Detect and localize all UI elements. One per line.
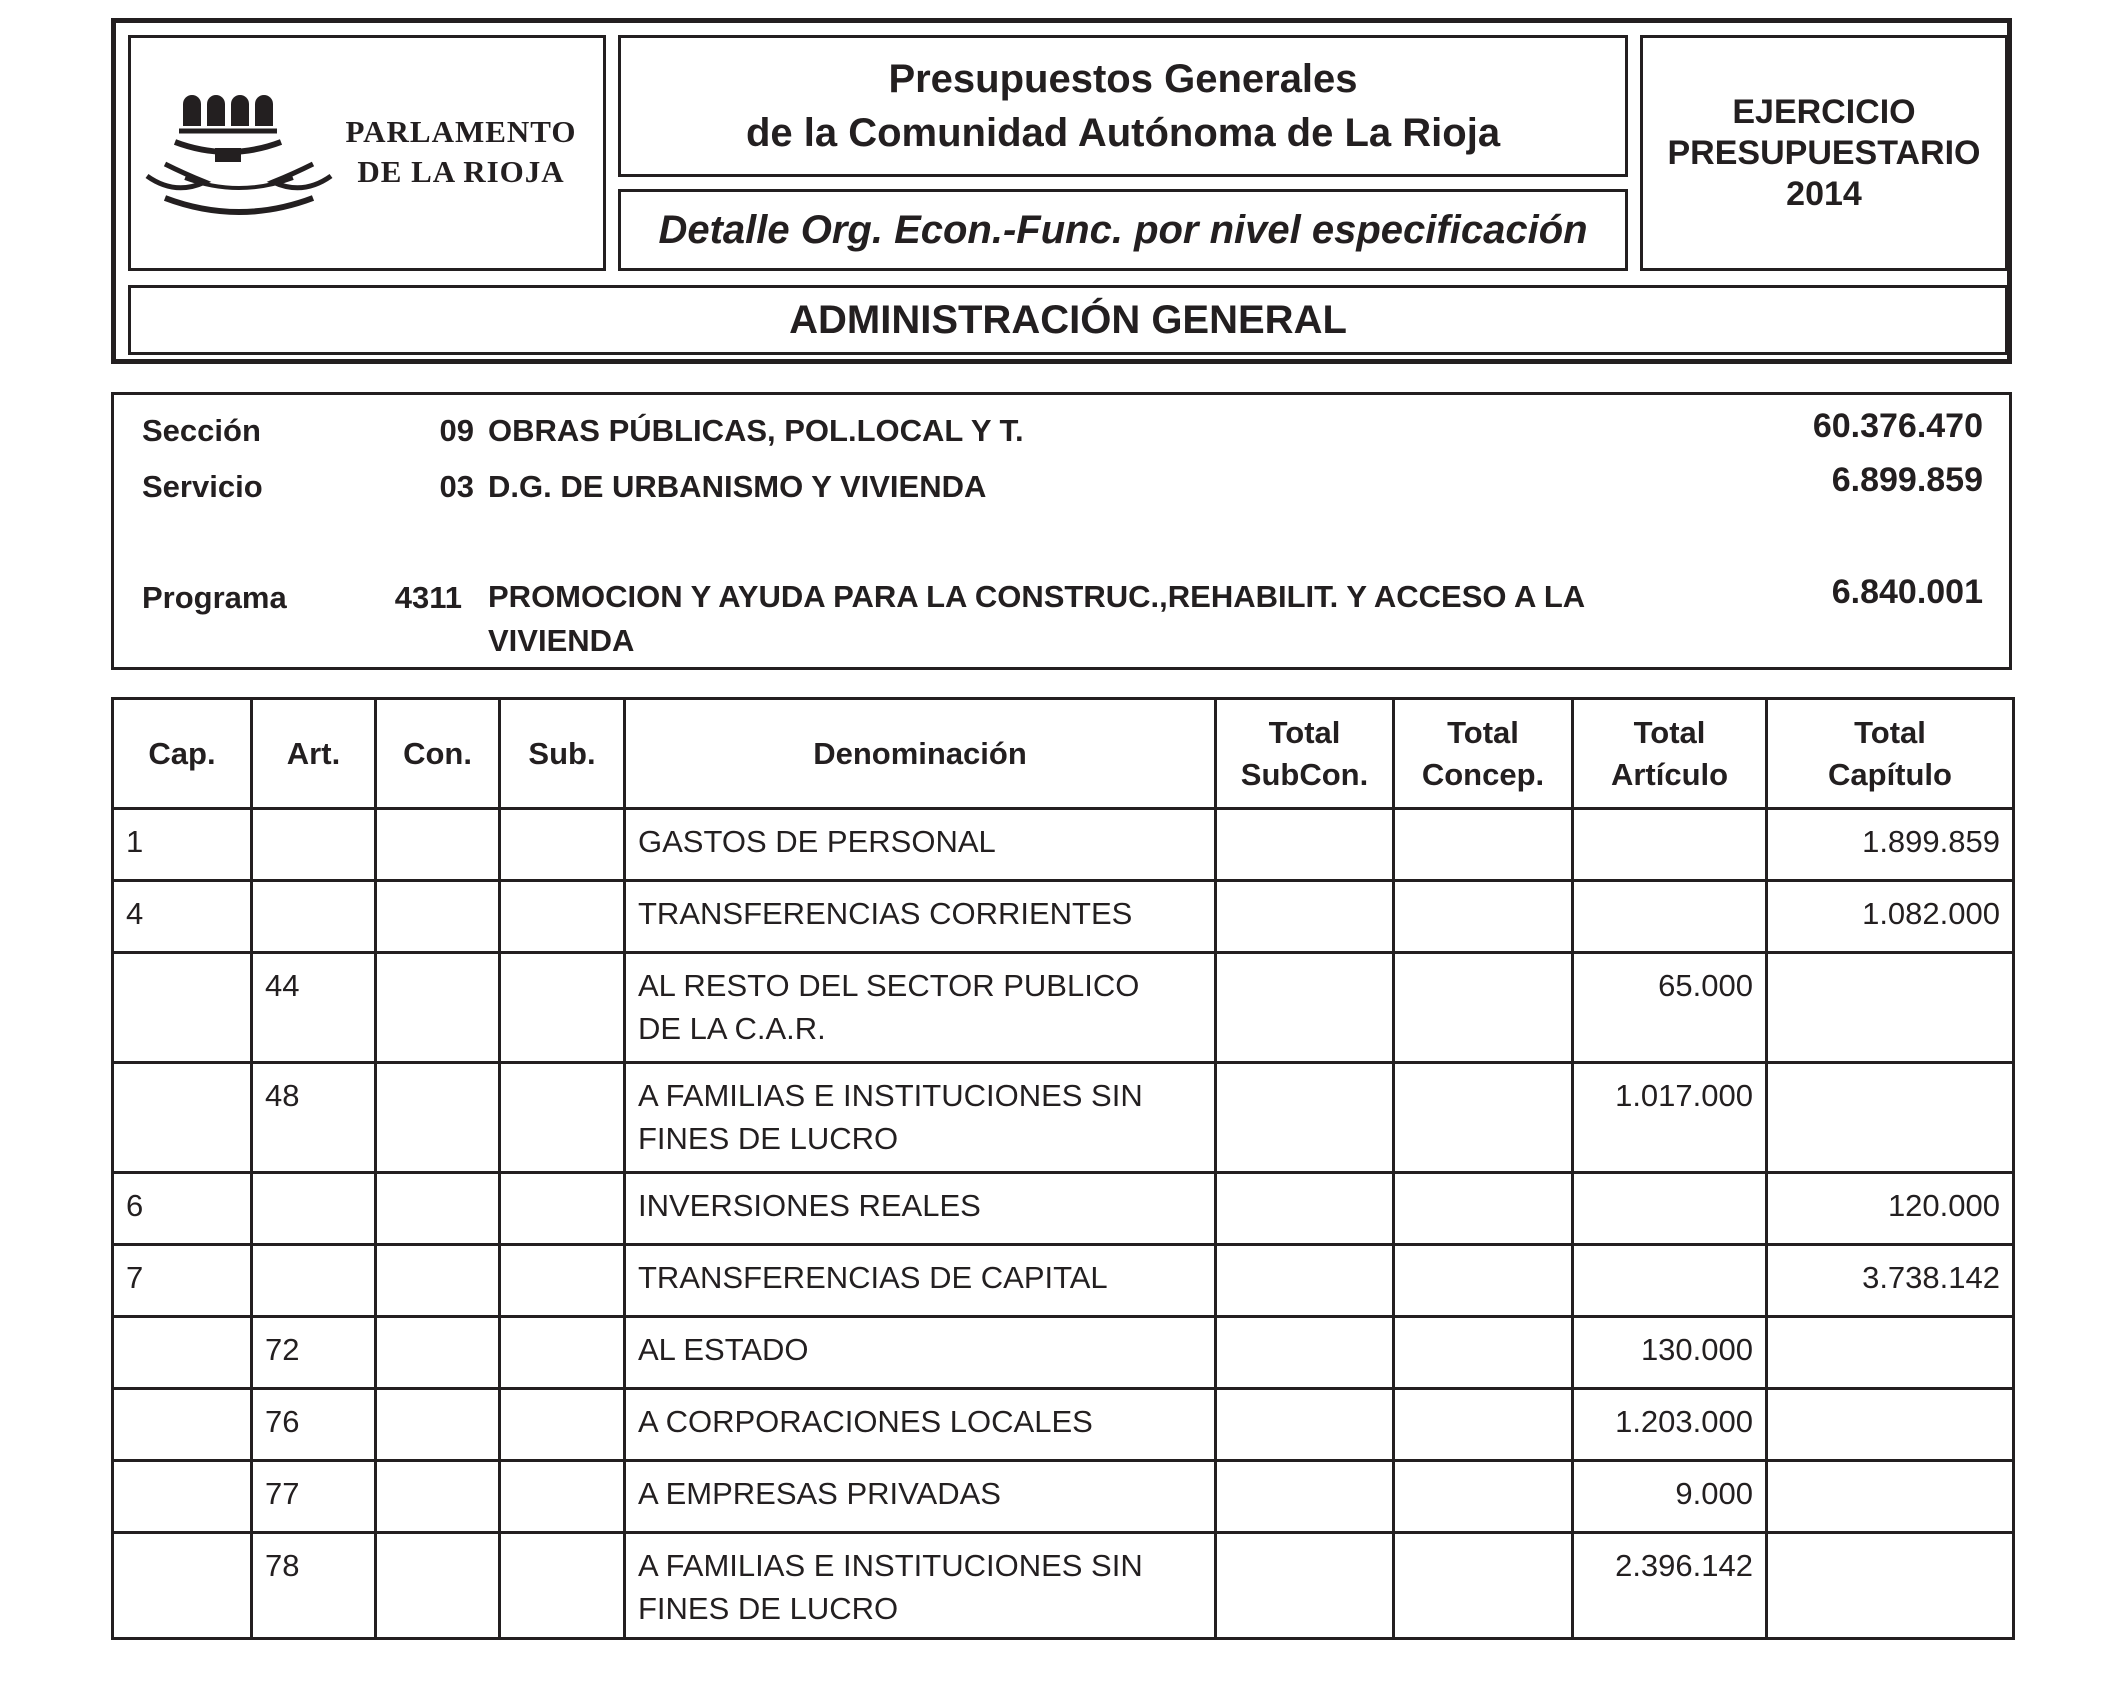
- cell-con: [376, 1461, 500, 1533]
- table-row: [113, 809, 2014, 881]
- admin-box: [128, 285, 2008, 355]
- cell-total-concep: [1394, 1173, 1573, 1245]
- cell-total-subcon: [1216, 809, 1394, 881]
- programa-code: 4311: [394, 580, 462, 615]
- cell-art: [252, 1173, 376, 1245]
- servicio-label: Servicio: [142, 469, 263, 504]
- cell-total-capitulo: 3.738.142: [1767, 1245, 2014, 1317]
- cell-total-capitulo: [1767, 1317, 2014, 1389]
- cell-art: [252, 1245, 376, 1317]
- cell-sub: [500, 953, 625, 1063]
- servicio-amount: 6.899.859: [1831, 461, 1983, 499]
- cell-art: [252, 881, 376, 953]
- table-row: [113, 1389, 2014, 1461]
- cell-total-subcon: [1216, 1461, 1394, 1533]
- seccion-code: 09: [439, 413, 474, 448]
- denominacion-line2: FINES DE LUCRO: [638, 1591, 899, 1626]
- table-row: [113, 1063, 2014, 1173]
- cell-total-capitulo: [1767, 1533, 2014, 1639]
- denominacion-line1: GASTOS DE PERSONAL: [638, 824, 996, 859]
- cell-con: [376, 881, 500, 953]
- cell-sub: [500, 1533, 625, 1639]
- parliament-name-line2: DE LA RIOJA: [357, 154, 565, 189]
- cell-total-capitulo: 120.000: [1767, 1173, 2014, 1245]
- table-header-row: [113, 699, 2014, 809]
- cell-total-subcon: [1216, 1245, 1394, 1317]
- col-header-art: Art.: [252, 699, 376, 809]
- cell-cap: [113, 1317, 252, 1389]
- logo-box: [128, 35, 606, 271]
- denominacion-line1: INVERSIONES REALES: [638, 1188, 981, 1223]
- denominacion-line1: TRANSFERENCIAS DE CAPITAL: [638, 1260, 1108, 1295]
- section-info: [111, 392, 2012, 670]
- cell-total-concep: [1394, 1533, 1573, 1639]
- cell-total-articulo: 1.017.000: [1573, 1063, 1767, 1173]
- col-header-total-concep: [1394, 699, 1573, 809]
- cell-denominacion: [625, 809, 1216, 881]
- cell-sub: [500, 881, 625, 953]
- col-header-total-subcon: [1216, 699, 1394, 809]
- seccion-name: OBRAS PÚBLICAS, POL.LOCAL Y T.: [488, 413, 1024, 448]
- cell-total-concep: [1394, 1317, 1573, 1389]
- cell-sub: [500, 1245, 625, 1317]
- denominacion-line1: TRANSFERENCIAS CORRIENTES: [638, 896, 1133, 931]
- cell-cap: [113, 1389, 252, 1461]
- cell-total-concep: [1394, 1063, 1573, 1173]
- table-row: [113, 1245, 2014, 1317]
- cell-total-capitulo: [1767, 1461, 2014, 1533]
- cell-total-capitulo: [1767, 1389, 2014, 1461]
- col-header-total-articulo-line2: Artículo: [1610, 756, 1729, 792]
- cell-total-concep: [1394, 1245, 1573, 1317]
- cell-cap: 7: [113, 1245, 252, 1317]
- programa-amount: 6.840.001: [1831, 573, 1983, 611]
- table-row: [113, 1461, 2014, 1533]
- cell-art: 77: [252, 1461, 376, 1533]
- fiscal-year-line1: EJERCICIO: [1732, 92, 1916, 131]
- col-header-total-subcon-line1: Total: [1268, 714, 1341, 750]
- cell-denominacion: [625, 1461, 1216, 1533]
- cell-con: [376, 1173, 500, 1245]
- cell-total-articulo: 9.000: [1573, 1461, 1767, 1533]
- seccion-label: Sección: [142, 413, 261, 448]
- document-title-line2: de la Comunidad Autónoma de La Rioja: [745, 111, 1501, 155]
- col-header-total-capitulo-line1: Total: [1854, 714, 1926, 750]
- cell-total-capitulo: 1.899.859: [1767, 809, 2014, 881]
- cell-total-concep: [1394, 881, 1573, 953]
- col-header-sub: Sub.: [500, 699, 625, 809]
- cell-sub: [500, 809, 625, 881]
- cell-total-concep: [1394, 809, 1573, 881]
- cell-con: [376, 1533, 500, 1639]
- administration-title: ADMINISTRACIÓN GENERAL: [789, 297, 1347, 342]
- cell-cap: [113, 1063, 252, 1173]
- cell-denominacion: [625, 1245, 1216, 1317]
- cell-total-capitulo: [1767, 1063, 2014, 1173]
- cell-total-subcon: [1216, 953, 1394, 1063]
- cell-total-capitulo: 1.082.000: [1767, 881, 2014, 953]
- seccion-amount: 60.376.470: [1812, 407, 1983, 445]
- cell-art: [252, 809, 376, 881]
- cell-cap: [113, 1533, 252, 1639]
- fiscal-year-box: [1640, 35, 2008, 271]
- cell-sub: [500, 1389, 625, 1461]
- cell-denominacion: [625, 1389, 1216, 1461]
- col-header-total-subcon-line2: SubCon.: [1240, 756, 1369, 792]
- programa-label: Programa: [142, 580, 287, 615]
- cell-total-articulo: [1573, 809, 1767, 881]
- servicio-name: D.G. DE URBANISMO Y VIVIENDA: [488, 469, 987, 504]
- cell-art: 76: [252, 1389, 376, 1461]
- cell-denominacion: [625, 953, 1216, 1063]
- document-subtitle: Detalle Org. Econ.-Func. por nivel especificación: [658, 207, 1588, 252]
- cell-total-subcon: [1216, 1317, 1394, 1389]
- denominacion-line1: A EMPRESAS PRIVADAS: [638, 1476, 1001, 1511]
- denominacion-line1: A FAMILIAS E INSTITUCIONES SIN: [638, 1078, 1143, 1113]
- cell-total-subcon: [1216, 1173, 1394, 1245]
- denominacion-line2: DE LA C.A.R.: [638, 1011, 826, 1046]
- cell-total-capitulo: [1767, 953, 2014, 1063]
- cell-art: 72: [252, 1317, 376, 1389]
- programa-name-line1: PROMOCION Y AYUDA PARA LA CONSTRUC.,REHABILIT. Y ACCESO A LA: [488, 579, 1586, 614]
- cell-con: [376, 1389, 500, 1461]
- cell-denominacion: [625, 1317, 1216, 1389]
- cell-total-subcon: [1216, 881, 1394, 953]
- cell-total-articulo: 65.000: [1573, 953, 1767, 1063]
- cell-cap: [113, 953, 252, 1063]
- programa-name-line2: VIVIENDA: [488, 623, 635, 658]
- cell-cap: 4: [113, 881, 252, 953]
- cell-total-articulo: 130.000: [1573, 1317, 1767, 1389]
- cell-denominacion: [625, 881, 1216, 953]
- col-header-total-articulo: [1573, 699, 1767, 809]
- cell-sub: [500, 1173, 625, 1245]
- cell-total-concep: [1394, 953, 1573, 1063]
- cell-total-concep: [1394, 1389, 1573, 1461]
- col-header-total-capitulo: [1767, 699, 2014, 809]
- parliament-name: [341, 112, 581, 192]
- col-header-total-articulo-line1: Total: [1633, 714, 1706, 750]
- cell-total-articulo: 2.396.142: [1573, 1533, 1767, 1639]
- denominacion-line1: A CORPORACIONES LOCALES: [638, 1404, 1093, 1439]
- parliament-name-line1: PARLAMENTO: [345, 114, 577, 149]
- cell-sub: [500, 1461, 625, 1533]
- col-header-cap: Cap.: [113, 699, 252, 809]
- cell-cap: [113, 1461, 252, 1533]
- cell-total-articulo: 1.203.000: [1573, 1389, 1767, 1461]
- cell-total-articulo: [1573, 881, 1767, 953]
- cell-cap: 6: [113, 1173, 252, 1245]
- denominacion-line1: AL RESTO DEL SECTOR PUBLICO: [638, 968, 1140, 1003]
- fiscal-year-line2: PRESUPUESTARIO: [1667, 133, 1981, 172]
- budget-table: [111, 697, 2015, 1640]
- cell-total-concep: [1394, 1461, 1573, 1533]
- parliament-emblem-icon: [145, 86, 335, 216]
- cell-sub: [500, 1063, 625, 1173]
- cell-total-subcon: [1216, 1389, 1394, 1461]
- cell-art: 44: [252, 953, 376, 1063]
- document-title-line1: Presupuestos Generales: [888, 57, 1358, 101]
- cell-con: [376, 953, 500, 1063]
- cell-con: [376, 1245, 500, 1317]
- cell-total-subcon: [1216, 1533, 1394, 1639]
- cell-con: [376, 1317, 500, 1389]
- col-header-denominacion: Denominación: [625, 699, 1216, 809]
- cell-total-subcon: [1216, 1063, 1394, 1173]
- servicio-code: 03: [439, 469, 474, 504]
- fiscal-year-value: 2014: [1786, 174, 1862, 213]
- cell-denominacion: [625, 1063, 1216, 1173]
- col-header-total-concep-line2: Concep.: [1421, 756, 1545, 792]
- programa-name: [488, 575, 1728, 663]
- table-row: [113, 881, 2014, 953]
- table-row: [113, 1317, 2014, 1389]
- cell-total-articulo: [1573, 1245, 1767, 1317]
- denominacion-line1: A FAMILIAS E INSTITUCIONES SIN: [638, 1548, 1143, 1583]
- cell-art: 48: [252, 1063, 376, 1173]
- col-header-total-concep-line1: Total: [1447, 714, 1519, 750]
- cell-con: [376, 1063, 500, 1173]
- table-row: [113, 1173, 2014, 1245]
- denominacion-line2: FINES DE LUCRO: [638, 1121, 899, 1156]
- denominacion-line1: AL ESTADO: [638, 1332, 809, 1367]
- col-header-total-capitulo-line2: Capítulo: [1828, 756, 1952, 792]
- cell-denominacion: [625, 1173, 1216, 1245]
- subtitle-box: [618, 189, 1628, 271]
- cell-cap: 1: [113, 809, 252, 881]
- col-header-con: Con.: [376, 699, 500, 809]
- cell-total-articulo: [1573, 1173, 1767, 1245]
- cell-sub: [500, 1317, 625, 1389]
- document-header: [111, 18, 2012, 364]
- title-box: [618, 35, 1628, 177]
- cell-con: [376, 809, 500, 881]
- table-row: [113, 953, 2014, 1063]
- table-row: [113, 1533, 2014, 1639]
- cell-denominacion: [625, 1533, 1216, 1639]
- cell-art: 78: [252, 1533, 376, 1639]
